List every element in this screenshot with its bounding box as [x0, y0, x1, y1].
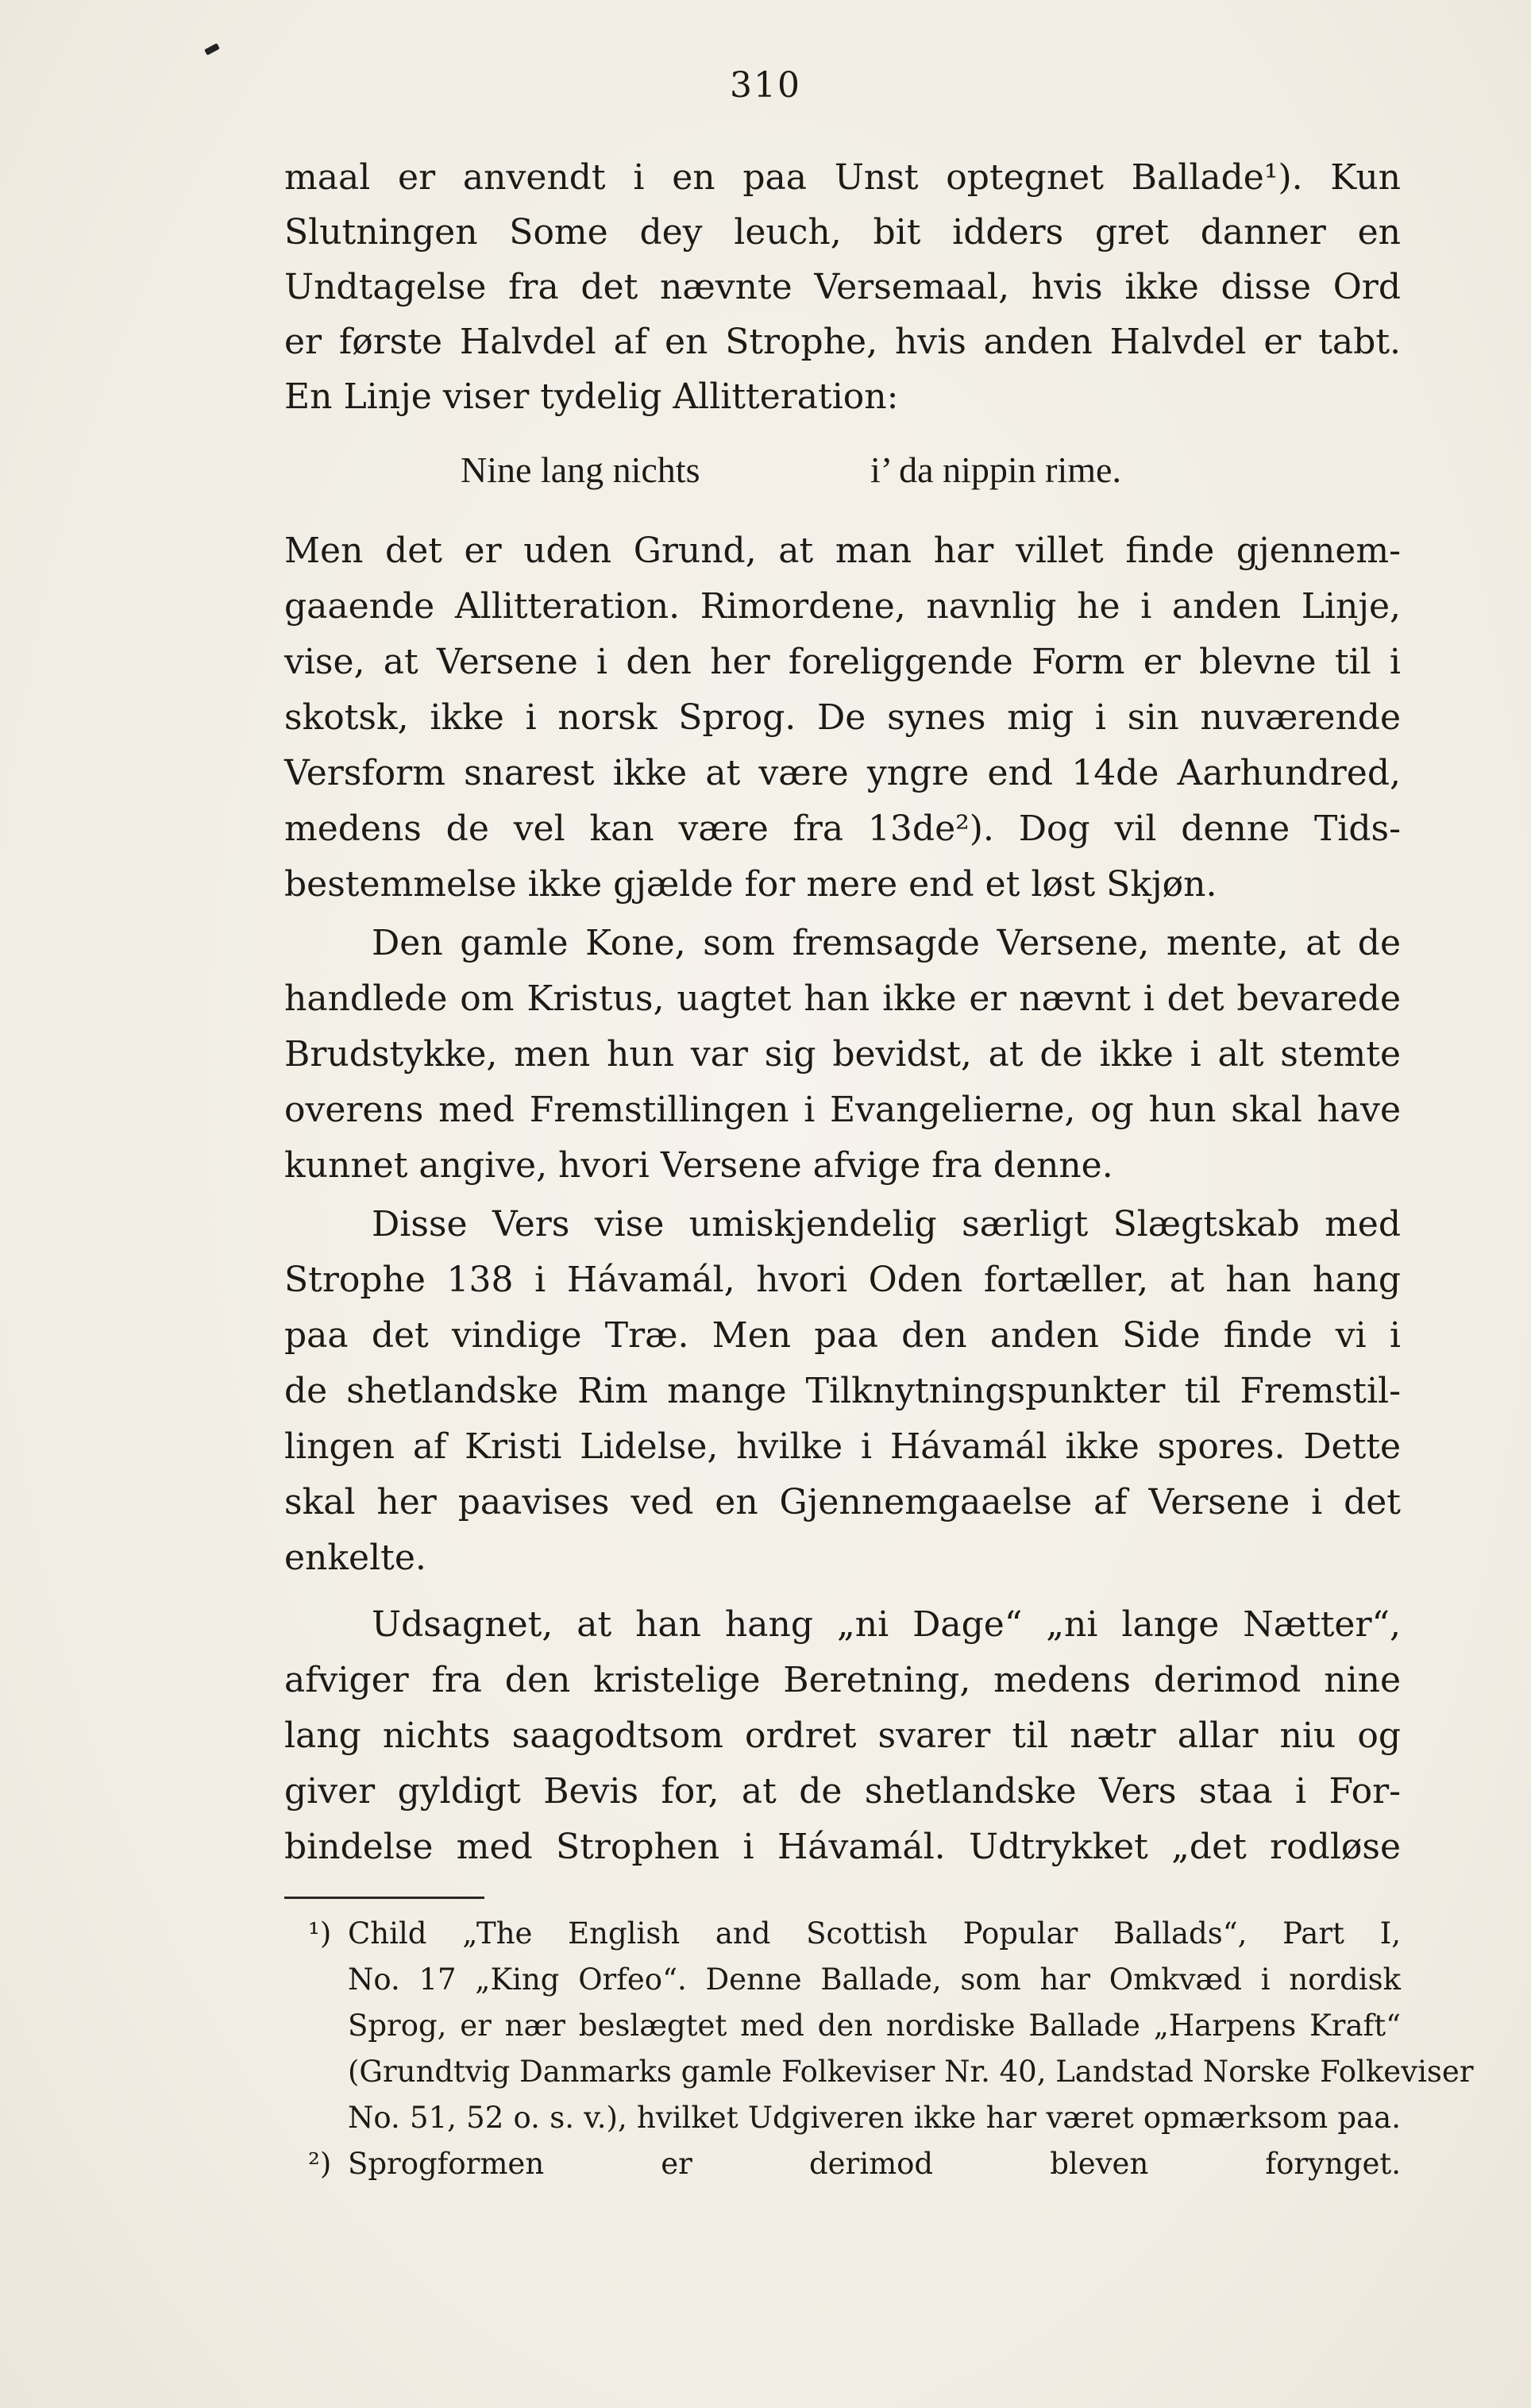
- verse-left: Nine lang nichts: [461, 450, 700, 490]
- page-number: 310: [730, 65, 801, 106]
- text-line: Disse Vers vise umiskjendelig særligt Slægtskab med: [372, 1204, 1401, 1245]
- text-line: Udsagnet, at han hang „ni Dage“ „ni lange Nætter“,: [372, 1604, 1401, 1645]
- text-line: Men det er uden Grund, at man har villet finde gjennem-: [284, 531, 1401, 571]
- text-line: Slutningen Some dey leuch, bit idders gret danner en: [284, 212, 1401, 253]
- text-line: En Linje viser tydelig Allitteration:: [284, 376, 899, 417]
- footnote-marker: ¹): [308, 1916, 332, 1951]
- text-line: er første Halvdel af en Strophe, hvis anden Halvdel er tabt.: [284, 322, 1401, 362]
- footnote-line: [308, 1914, 1401, 1954]
- text-line: bestemmelse ikke gjælde for mere end et løst Skjøn.: [284, 864, 1217, 905]
- text-line: Versform snarest ikke at være yngre end 14de Aarhundred,: [284, 753, 1401, 793]
- text-line: Den gamle Kone, som fremsagde Versene, mente, at de: [372, 923, 1401, 963]
- footnote-text: Sprogformen er derimod bleven forynget.: [348, 2147, 1401, 2181]
- footnote-line: [308, 2144, 1401, 2184]
- text-line: vise, at Versene i den her foreliggende Form er blevne til i: [284, 642, 1401, 682]
- text-line: medens de vel kan være fra 13de²). Dog vil denne Tids-: [284, 808, 1401, 849]
- text-line: lingen af Kristi Lidelse, hvilke i Hávamál ikke spores. Dette: [284, 1426, 1401, 1467]
- footnote-divider: [284, 1897, 484, 1899]
- text-line: Brudstykke, men hun var sig bevidst, at de ikke i alt stemte: [284, 1034, 1401, 1075]
- text-line: skal her paavises ved en Gjennemgaaelse af Versene i det: [284, 1482, 1401, 1522]
- text-line: kunnet angive, hvori Versene afvige fra denne.: [284, 1145, 1113, 1186]
- ink-mark: [204, 43, 220, 56]
- text-line: maal er anvendt i en paa Unst optegnet Ballade¹). Kun: [284, 157, 1401, 198]
- text-line: Strophe 138 i Hávamál, hvori Oden fortæller, at han hang: [284, 1260, 1401, 1300]
- text-line: handlede om Kristus, uagtet han ikke er nævnt i det bevarede: [284, 978, 1401, 1019]
- footnote-line: (Grundtvig Danmarks gamle Folkeviser Nr. 40, Landstad Norske Folkeviser: [348, 2055, 1474, 2089]
- text-line: skotsk, ikke i norsk Sprog. De synes mig i sin nuværende: [284, 697, 1401, 738]
- verse-right: i’ da nippin rime.: [870, 450, 1121, 490]
- text-line: lang nichts saagodtsom ordret svarer til nætr allar niu og: [284, 1715, 1401, 1756]
- footnote-line: No. 17 „King Orfeo“. Denne Ballade, som har Omkvæd i nordisk: [348, 1962, 1401, 1997]
- text-line: enkelte.: [284, 1538, 426, 1578]
- footnote-line: No. 51, 52 o. s. v.), hvilket Udgiveren ikke har været opmærksom paa.: [348, 2101, 1401, 2135]
- text-line: de shetlandske Rim mange Tilknytningspunkter til Fremstil-: [284, 1371, 1401, 1411]
- text-line: overens med Fremstillingen i Evangelierne, og hun skal have: [284, 1090, 1401, 1130]
- text-line: paa det vindige Træ. Men paa den anden Side finde vi i: [284, 1315, 1401, 1356]
- footnote-line: Sprog, er nær beslægtet med den nordiske Ballade „Harpens Kraft“: [348, 2009, 1401, 2043]
- text-line: bindelse med Strophen i Hávamál. Udtrykket „det rodløse: [284, 1827, 1401, 1867]
- text-line: giver gyldigt Bevis for, at de shetlandske Vers staa i For-: [284, 1771, 1401, 1812]
- footnote-text: Child „The English and Scottish Popular Ballads“, Part I,: [348, 1916, 1401, 1951]
- text-line: gaaende Allitteration. Rimordene, navnlig he i anden Linje,: [284, 586, 1401, 627]
- footnote-marker: ²): [308, 2147, 332, 2181]
- text-line: Undtagelse fra det nævnte Versemaal, hvis ikke disse Ord: [284, 267, 1401, 307]
- text-line: afviger fra den kristelige Beretning, medens derimod nine: [284, 1660, 1401, 1700]
